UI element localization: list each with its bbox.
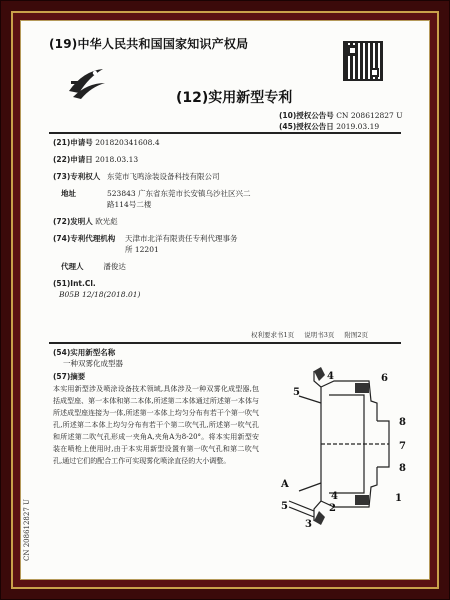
ipc-label: (51)Int.Cl. bbox=[53, 279, 96, 288]
utility-name: 一种双雾化成型器 bbox=[63, 359, 123, 368]
drawing-label-4-top: 4 bbox=[327, 371, 334, 382]
abstract-label: (57)摘要 bbox=[53, 372, 86, 381]
drawing-label-8-top: 8 bbox=[399, 417, 406, 428]
claims-info: 权利要求书1页 说明书3页 附图2页 bbox=[251, 331, 369, 339]
publication-date-label: (45)授权公告日 bbox=[279, 122, 334, 131]
application-number: 201820341608.4 bbox=[95, 138, 160, 147]
patent-document bbox=[20, 20, 430, 580]
agent-label: 代理人 bbox=[61, 262, 84, 271]
utility-name-section bbox=[53, 347, 123, 369]
drawing-label-4-bottom: 4 bbox=[331, 491, 338, 502]
patentee-label: (73)专利权人 bbox=[53, 172, 101, 181]
bibliographic-data bbox=[53, 137, 413, 300]
abstract-text: 本实用新型涉及喷涂设备技术领域,具体涉及一种双雾化成型器,包括成型座、第一本体和第二本体,所述第二本体通过所述第一本体与所述成型座连接为一体,所述第一本体上均匀分布有若干个第一吹气孔,所述第二本体上均匀分布有若干个第二吹气孔,所述第一吹气孔和所述第二吹气孔形成一夹角A,夹角A为8-20°。将本实用新型安装在喷枪上使用时,由于本实用新型设置有第一吹气孔和第二吹气孔,通过它们的配合工作可实现雾化喷涂直径的大小调整。 bbox=[53, 385, 259, 465]
ipc-code: B05B 12/18(2018.01) bbox=[59, 290, 141, 299]
inventor: 欧光彪 bbox=[95, 217, 118, 226]
drawing-label-6: 6 bbox=[381, 373, 388, 384]
publication-date: 2019.03.19 bbox=[336, 122, 380, 131]
publication-number: CN 208612827 U bbox=[336, 111, 403, 120]
publication-number-label: (10)授权公告号 bbox=[279, 111, 334, 120]
drawing-label-1: 1 bbox=[395, 493, 402, 504]
drawing-label-a: A bbox=[281, 479, 289, 490]
technical-drawing bbox=[259, 351, 419, 531]
drawing-label-8-bottom: 8 bbox=[399, 463, 406, 474]
drawing-label-5-top: 5 bbox=[293, 387, 300, 398]
inventor-label: (72)发明人 bbox=[53, 217, 93, 226]
header-divider bbox=[49, 132, 401, 134]
patentee: 东莞市飞鸣涂装设备科技有限公司 bbox=[107, 172, 220, 181]
agency: 天津市北洋有限责任专利代理事务所 12201 bbox=[125, 234, 238, 254]
abstract-divider bbox=[49, 342, 401, 344]
drawing-label-7: 7 bbox=[399, 441, 406, 452]
application-number-label: (21)申请号 bbox=[53, 138, 93, 147]
application-date: 2018.03.13 bbox=[95, 155, 139, 164]
drawing-label-5-bottom: 5 bbox=[281, 501, 288, 512]
abstract-heading bbox=[53, 371, 85, 382]
utility-name-label: (54)实用新型名称 bbox=[53, 348, 116, 357]
side-publication-code: CN 208612827 U bbox=[23, 499, 31, 561]
drawing-label-3: 3 bbox=[305, 519, 312, 530]
drawing-label-2: 2 bbox=[329, 503, 336, 514]
address: 523843 广东省东莞市长安镇乌沙社区兴二路114号二楼 bbox=[107, 189, 251, 209]
cnipa-logo-icon bbox=[65, 61, 107, 103]
agent: 潘俊达 bbox=[103, 262, 126, 271]
document-type-title: (12)实用新型专利 bbox=[176, 90, 293, 106]
publication-block bbox=[279, 110, 403, 132]
application-date-label: (22)申请日 bbox=[53, 155, 93, 164]
office-name: (19)中华人民共和国国家知识产权局 bbox=[49, 37, 249, 51]
qr-code-icon bbox=[343, 41, 383, 81]
address-label: 地址 bbox=[61, 189, 76, 198]
agency-label: (74)专利代理机构 bbox=[53, 234, 116, 243]
